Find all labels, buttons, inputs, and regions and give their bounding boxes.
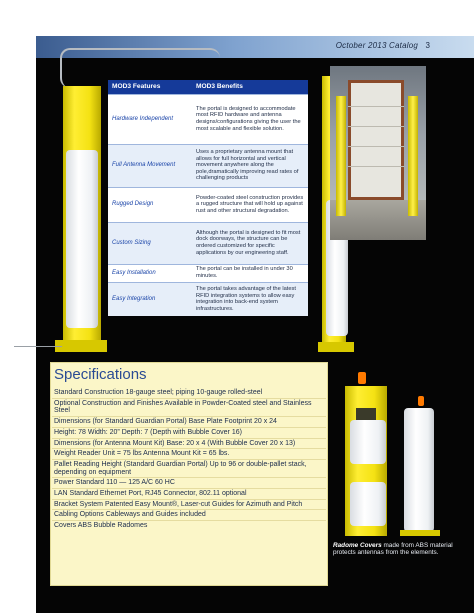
caption-text: made from ABS material protects antennas from the elements. <box>333 542 453 557</box>
list-item: LAN Standard Ethernet Port, RJ45 Connector, 802.11 optional <box>52 488 326 499</box>
feature-name: Full Antenna Movement <box>108 144 192 187</box>
catalog-label: October 2013 Catalog <box>335 41 418 50</box>
benefits-header: MOD3 Benefits <box>192 80 308 94</box>
feature-name: Easy Integration <box>108 282 192 316</box>
specifications-title: Specifications <box>54 366 147 383</box>
features-header: MOD3 Features <box>108 80 192 94</box>
page-number: 3 <box>425 41 430 50</box>
list-item: Covers ABS Bubble Radomes <box>52 520 326 531</box>
list-item: Optional Construction and Finishes Available in Powder-Coated steel and Stainless Steel <box>52 398 326 416</box>
feature-benefit: Uses a proprietary antenna mount that allows for full horizontal and vertical movement anywhere along the pole,dramatically improving read rates of challenging products <box>192 144 308 187</box>
list-item: Cabling Options Cableways and Guides included <box>52 509 326 520</box>
feature-benefit: Powder-coated steel construction provides a rugged structure that will hold up against rust and other structural degradation. <box>192 187 308 222</box>
list-item: Standard Construction 18-gauge steel; piping 10-gauge rolled-steel <box>54 389 263 396</box>
warehouse-photo <box>330 66 426 240</box>
feature-name: Rugged Design <box>108 187 192 222</box>
list-item: Pallet Reading Height (Standard Guardian Portal) Up to 96 or double-pallet stack, depending on equipment <box>52 459 326 477</box>
table-row <box>108 144 308 187</box>
table-row <box>108 187 308 222</box>
specifications-list <box>52 388 326 531</box>
list-item: Dimensions (for Standard Guardian Portal) Base Plate Footprint 20 x 24 <box>52 416 326 427</box>
features-table <box>108 80 308 316</box>
list-item: Height: 78 Width: 20” Depth: 7 (Depth with Bubble Cover 16) <box>52 427 326 438</box>
table-row <box>108 264 308 282</box>
list-item: Weight Reader Unit = 75 lbs Antenna Mount Kit = 65 lbs. <box>52 448 326 459</box>
feature-benefit: The portal can be installed in under 30 minutes. <box>192 264 308 282</box>
feature-benefit: Although the portal is designed to fit most dock doorways, the structure can be ordered customized for specific applications by our engineering staff. <box>192 222 308 264</box>
radome-caption <box>333 542 467 557</box>
list-item: Power Standard 110 — 125 A/C 60 HC <box>52 477 326 488</box>
feature-name: Easy Installation <box>108 264 192 282</box>
list-item: Dimensions (for Antenna Mount Kit) Base: 20 x 4 (With Bubble Cover 20 x 13) <box>52 438 326 449</box>
caption-title: Radome Covers <box>333 542 382 549</box>
table-row <box>108 222 308 264</box>
feature-benefit: The portal takes advantage of the latest RFID integration systems to allow easy integration into back-end system infrastructures. <box>192 282 308 316</box>
feature-name: Custom Sizing <box>108 222 192 264</box>
table-row <box>108 282 308 316</box>
feature-name: Hardware Independent <box>108 94 192 144</box>
feature-benefit: The portal is designed to accommodate most RFID hardware and antenna designs/configurations giving the user the most scalable and flexible solution. <box>192 94 308 144</box>
list-item: Bracket System Patented Easy Mount®, Laser-cut Guides for Azimuth and Pitch <box>52 499 326 510</box>
table-row <box>108 94 308 144</box>
